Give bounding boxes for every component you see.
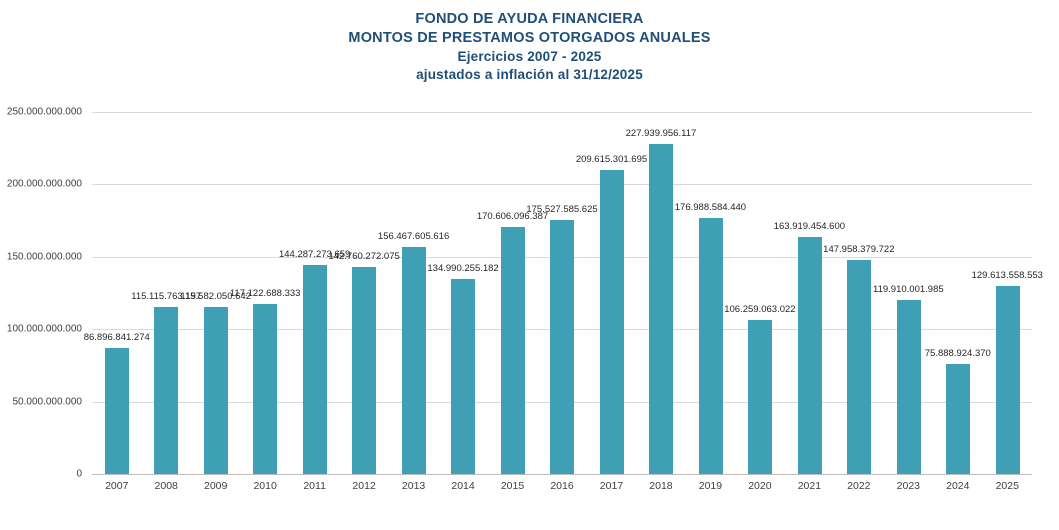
bar-value-label: 175.527.585.625: [526, 203, 598, 215]
x-axis-tick-labels: [92, 480, 1032, 500]
bar[interactable]: [402, 247, 426, 474]
bar[interactable]: [204, 307, 228, 474]
y-axis-tick-label: 50.000.000.000: [12, 396, 82, 408]
bar[interactable]: [303, 265, 327, 474]
x-axis-tick-label: 2024: [946, 480, 970, 492]
bar-value-label: 227.939.956.117: [625, 127, 697, 139]
bar-slot: [773, 112, 846, 474]
bar-slot: [674, 112, 747, 474]
bar-slot: [625, 112, 697, 474]
bar[interactable]: [748, 320, 772, 474]
x-axis-tick-label: 2016: [550, 480, 574, 492]
bar-value-label: 129.613.558.553: [971, 270, 1043, 282]
x-axis-tick-label: 2008: [154, 480, 178, 492]
y-axis-tick-label: 100.000.000.000: [6, 323, 82, 335]
chart-subtitle-line-2: ajustados a inflación al 31/12/2025: [416, 67, 643, 83]
x-axis-tick-label: 2013: [401, 480, 426, 492]
bar-value-label: 134.990.255.182: [427, 262, 499, 274]
bar-slot: [476, 112, 549, 474]
bar-value-label: 170.606.096.387: [476, 210, 549, 222]
bar[interactable]: [996, 286, 1020, 474]
bar-value-label: 115.115.763.197: [131, 291, 202, 303]
bar[interactable]: [105, 348, 129, 474]
x-axis-tick-label: 2021: [797, 480, 822, 492]
x-axis-tick-label: 2018: [649, 480, 673, 492]
bar-value-label: 86.896.841.274: [83, 332, 150, 344]
bar-slot: [924, 112, 991, 474]
bar[interactable]: [798, 237, 822, 474]
x-axis-tick-label: 2011: [303, 480, 326, 492]
chart-title-line-2: MONTOS DE PRESTAMOS OTORGADOS ANUALES: [348, 30, 711, 47]
x-axis-tick-label: 2009: [204, 480, 228, 492]
bar[interactable]: [847, 260, 871, 474]
y-axis-tick-label: 150.000.000.000: [6, 251, 82, 263]
chart-title-block: [0, 10, 1059, 84]
bar-slot: [278, 112, 351, 474]
bar-value-label: 156.467.605.616: [377, 231, 450, 243]
bar[interactable]: [352, 267, 376, 474]
bar-slot: [526, 112, 598, 474]
bar-slot: [971, 112, 1043, 474]
bar-slot: [575, 112, 648, 474]
bar[interactable]: [451, 279, 475, 474]
y-axis-tick-label: 250.000.000.000: [6, 106, 82, 118]
bar-value-label: 117.122.688.333: [229, 288, 301, 300]
bar-slot: [229, 112, 301, 474]
x-axis-tick-label: 2019: [698, 480, 723, 492]
bar[interactable]: [550, 220, 574, 474]
chart-subtitle-line-1: Ejercicios 2007 - 2025: [457, 49, 602, 65]
x-axis-tick-label: 2010: [253, 480, 277, 492]
bar-slot: [724, 112, 796, 474]
x-axis-tick-label: 2015: [500, 480, 525, 492]
plot-area: [83, 112, 1043, 475]
bar-value-label: 115.582.050.642: [180, 290, 251, 302]
x-axis-tick-label: 2020: [748, 480, 772, 492]
chart-title-line-1: FONDO DE AYUDA FINANCIERA: [415, 11, 644, 27]
bar[interactable]: [649, 144, 673, 474]
bar-series: [83, 112, 1043, 475]
bar-value-label: 142.760.272.075: [328, 251, 400, 263]
x-axis-tick-label: 2012: [352, 480, 376, 492]
bar-slot: [427, 112, 499, 474]
bar-value-label: 209.615.301.695: [575, 154, 648, 166]
x-axis-tick-label: 2023: [896, 480, 920, 492]
bar-value-label: 147.958.379.722: [823, 243, 895, 255]
bar-slot: [873, 112, 944, 474]
x-axis-tick-label: 2007: [105, 480, 129, 492]
bar[interactable]: [253, 304, 277, 474]
bar-value-label: 144.287.273.659: [278, 249, 351, 261]
bar[interactable]: [600, 170, 624, 474]
bar-value-label: 75.888.924.370: [924, 348, 991, 360]
bar[interactable]: [946, 364, 970, 474]
bar[interactable]: [154, 307, 178, 474]
x-axis-tick-label: 2014: [451, 480, 475, 492]
x-axis-tick-label: 2025: [995, 480, 1019, 492]
bar-value-label: 176.988.584.440: [674, 201, 747, 213]
bar-slot: [328, 112, 400, 474]
bar[interactable]: [897, 300, 921, 474]
y-axis-tick-labels: [0, 106, 88, 480]
bar-value-label: 119.910.001.985: [873, 284, 944, 296]
bar[interactable]: [501, 227, 525, 474]
bar-value-label: 163.919.454.600: [773, 220, 846, 232]
bar-value-label: 106.259.063.022: [724, 304, 796, 316]
y-axis-tick-label: 200.000.000.000: [6, 178, 82, 190]
y-axis-tick-label: 0: [76, 468, 82, 480]
bar[interactable]: [699, 218, 723, 474]
bar-slot: [377, 112, 450, 474]
x-axis-tick-label: 2022: [847, 480, 871, 492]
x-axis-tick-label: 2017: [599, 480, 624, 492]
